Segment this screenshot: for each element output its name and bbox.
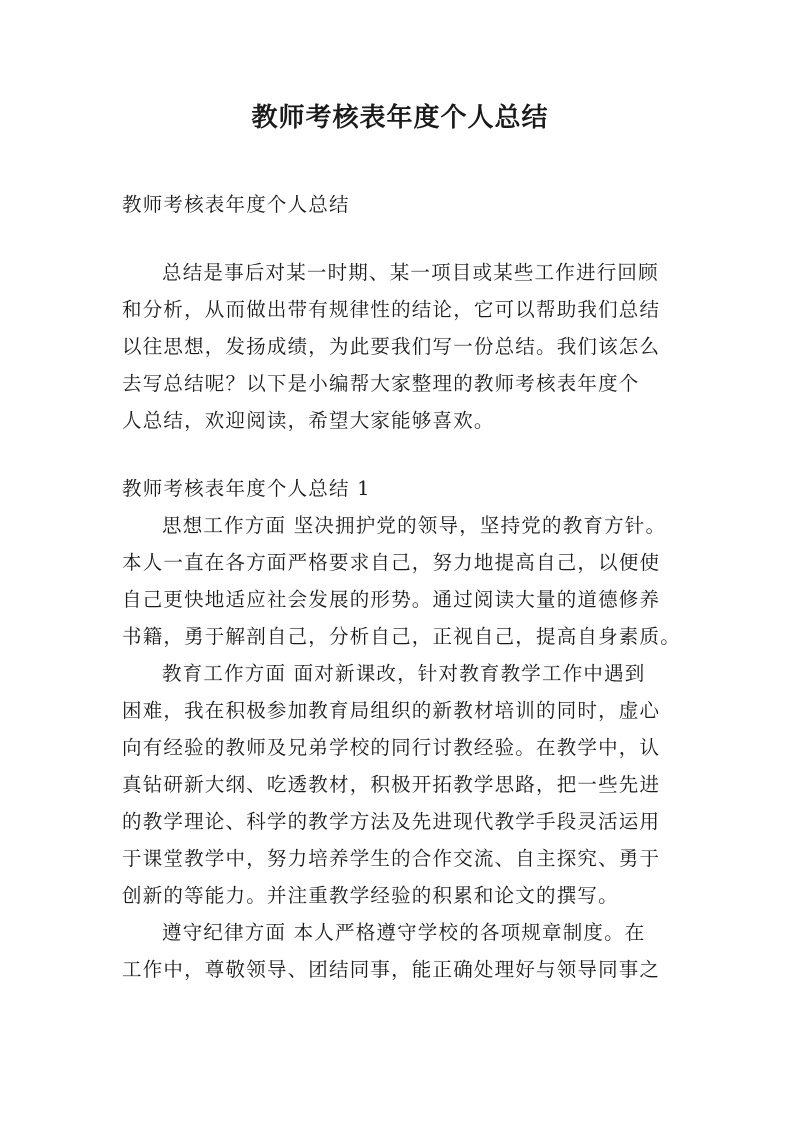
paragraph-line: 创新的等能力。并注重教学经验的积累和论文的撰写。 [122,884,619,907]
paragraph-line: 书籍，勇于解剖自己，分析自己，正视自己，提高自身素质。 [122,625,681,648]
intro-line: 总结是事后对某一时期、某一项目或某些工作进行回顾 [162,261,659,284]
intro-line: 以往思想，发扬成绩，为此要我们写一份总结。我们该怎么 [122,335,661,358]
paragraph-line: 教育工作方面 面对新课改，针对教育教学工作中遇到 [162,662,646,685]
section-paragraphs [122,507,684,988]
intro-line: 去写总结呢？以下是小编帮大家整理的教师考核表年度个 [122,372,640,395]
paragraph-line: 于课堂教学中，努力培养学生的合作交流、自主探究、勇于 [122,847,661,870]
paragraph-line: 遵守纪律方面 本人严格遵守学校的各项规章制度。在 [162,921,646,944]
document-body [122,186,684,988]
intro-line: 和分析，从而做出带有规律性的结论，它可以帮助我们总结 [122,298,661,321]
section-heading: 教师考核表年度个人总结 1 [122,477,371,500]
subtitle: 教师考核表年度个人总结 [122,193,350,216]
paragraph-line: 自己更快地适应社会发展的形势。通过阅读大量的道德修养 [122,588,661,611]
paragraph-line: 思想工作方面 坚决拥护党的领导，坚持党的教育方针。 [162,514,667,537]
spacer [122,439,684,470]
paragraph-line: 本人一直在各方面严格要求自己，努力地提高自己，以便使 [122,551,661,574]
paragraph-line: 的教学理论、科学的教学方法及先进现代教学手段灵活运用 [122,810,661,833]
document-title: 教师考核表年度个人总结 [251,103,549,133]
paragraph-line: 真钻研新大纲、吃透教材，积极开拓教学思路，把一些先进 [122,773,661,796]
paragraph-line: 困难，我在积极参加教育局组织的新教材培训的同时，虚心 [122,699,661,722]
paragraph-line: 向有经验的教师及兄弟学校的同行讨教经验。在教学中，认 [122,736,661,759]
spacer [122,223,684,254]
intro-line: 人总结，欢迎阅读，希望大家能够喜欢。 [122,409,495,432]
paragraph-line: 工作中，尊敬领导、团结同事，能正确处理好与领导同事之 [122,958,661,981]
